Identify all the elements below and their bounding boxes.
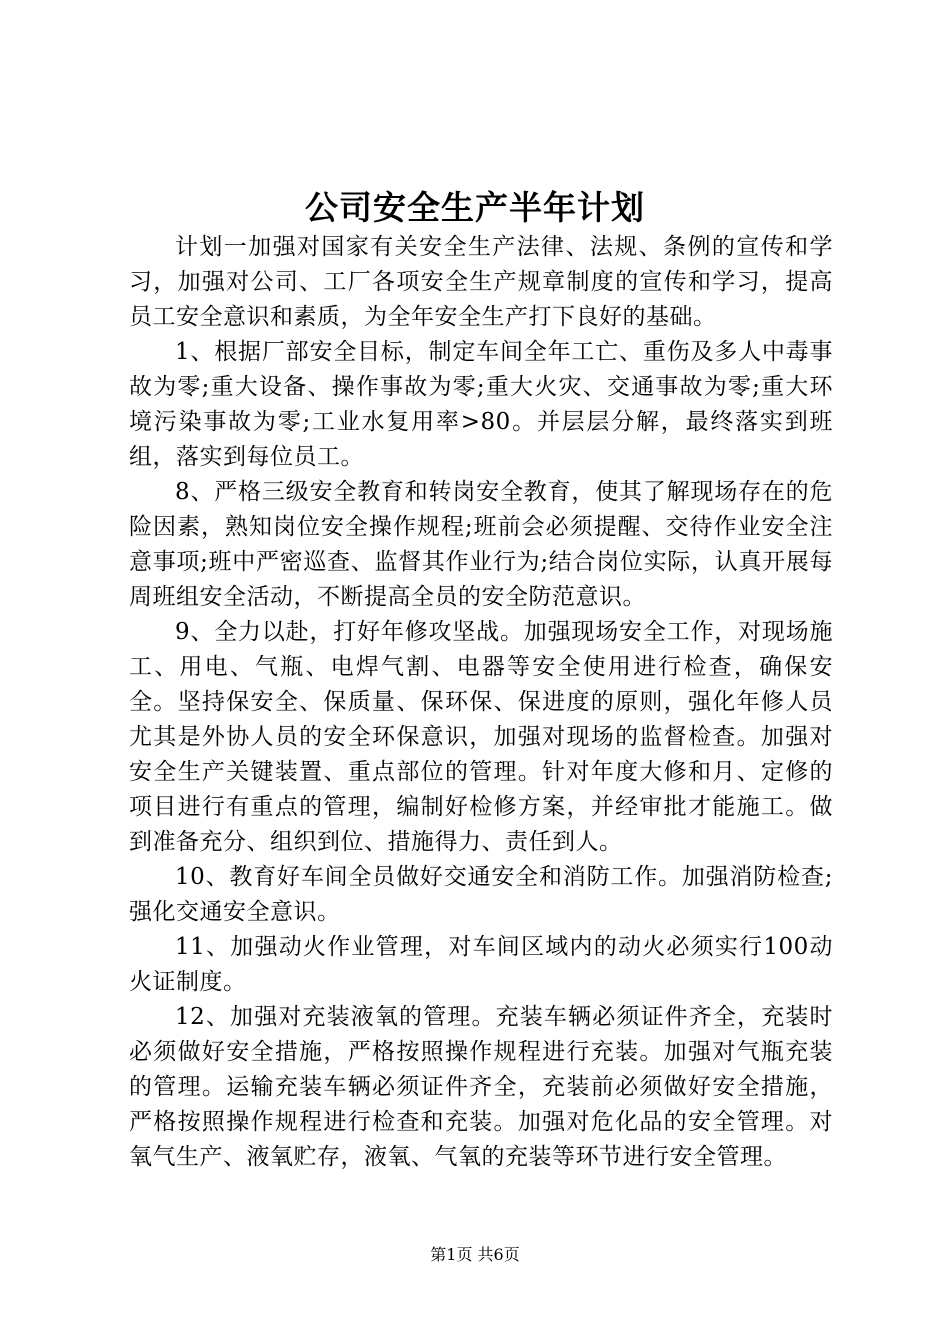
paragraph-item-12: 12、加强对充装液氧的管理。充装车辆必须证件齐全，充装时必须做好安全措施，严格按照操作规程进行充装。加强对气瓶充装的管理。运输充装车辆必须证件齐全，充装前必须做好安全措施，严格按照操作规程进行检查和充装。加强对危化品的安全管理。对氧气生产、液氧贮存，液氧、气氧的充装等环节进行安全管理。 <box>129 1004 833 1170</box>
paragraph-item-1: 1、根据厂部安全目标，制定车间全年工亡、重伤及多人中毒事故为零;重大设备、操作事故为零;重大火灾、交通事故为零;重大环境污染事故为零;工业水复用率>80。并层层分解，最终落实到班组，落实到每位员工。 <box>129 339 833 470</box>
paragraph-plan-intro: 计划一加强对国家有关安全生产法律、法规、条例的宣传和学习，加强对公司、工厂各项安全生产规章制度的宣传和学习，提高员工安全意识和素质，为全年安全生产打下良好的基础。 <box>129 234 833 330</box>
paragraph-item-10: 10、教育好车间全员做好交通安全和消防工作。加强消防检查;强化交通安全意识。 <box>129 864 833 925</box>
document-title: 公司安全生产半年计划 <box>305 188 645 227</box>
paragraph-item-11: 11、加强动火作业管理，对车间区域内的动火必须实行100动火证制度。 <box>129 934 833 995</box>
paragraph-item-9: 9、全力以赴，打好年修攻坚战。加强现场安全工作，对现场施工、用电、气瓶、电焊气割、电器等安全使用进行检查，确保安全。坚持保安全、保质量、保环保、保进度的原则，强化年修人员尤其是外协人员的安全环保意识，加强对现场的监督检查。加强对安全生产关键装置、重点部位的管理。针对年度大修和月、定修的项目进行有重点的管理，编制好检修方案，并经审批才能施工。做到准备充分、组织到位、措施得力、责任到人。 <box>129 619 833 855</box>
page-footer: 第1页 共6页 <box>430 1245 520 1264</box>
document-body <box>129 230 833 1175</box>
paragraph-item-8: 8、严格三级安全教育和转岗安全教育，使其了解现场存在的危险因素，熟知岗位安全操作规程;班前会必须提醒、交待作业安全注意事项;班中严密巡查、监督其作业行为;结合岗位实际，认真开展每周班组安全活动，不断提高全员的安全防范意识。 <box>129 479 833 610</box>
